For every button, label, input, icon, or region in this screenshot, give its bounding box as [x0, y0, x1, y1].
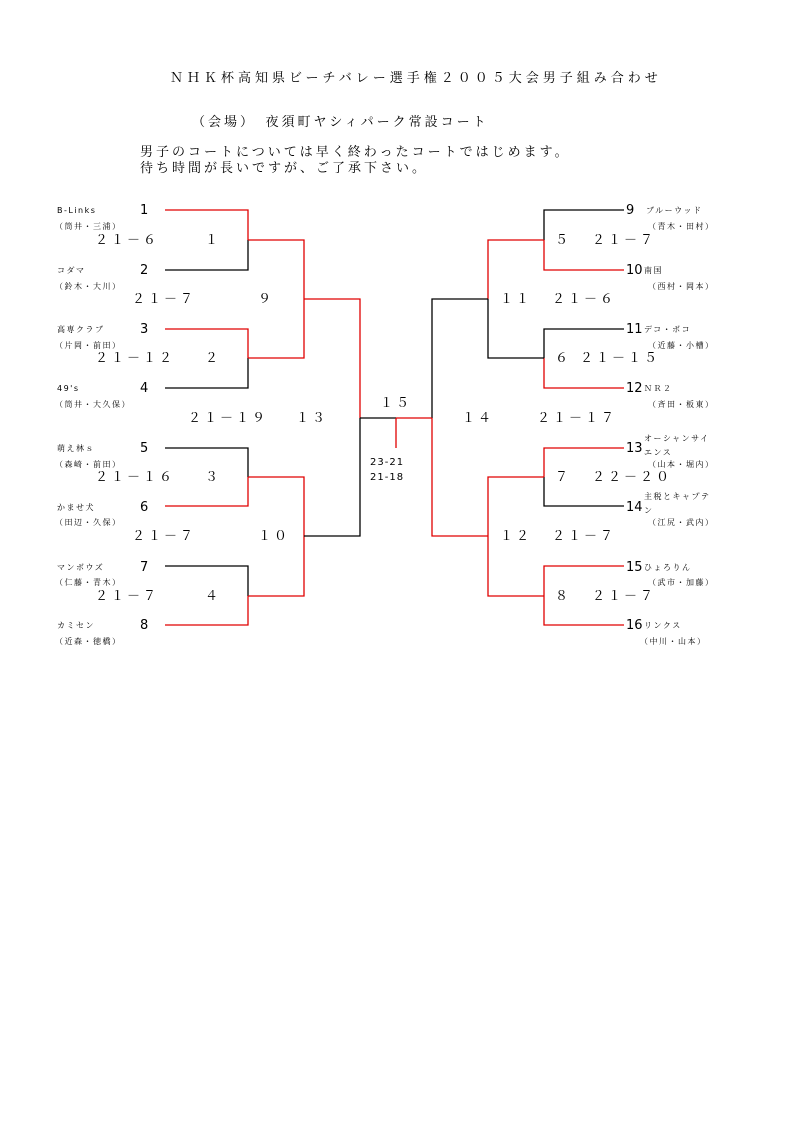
team-name: オーシャンサイエンス [644, 434, 710, 457]
team-name: 主税とキャプテン [644, 492, 711, 515]
match-game-number: １４ [462, 411, 495, 426]
team-seed: 16 [626, 618, 643, 633]
team-seed: 13 [626, 441, 643, 456]
match-game-number: ７ [555, 470, 572, 485]
team-name: かませ犬 [57, 503, 95, 512]
match-game-number: １ [205, 233, 222, 248]
line-m7-to-m12 [488, 477, 544, 536]
match-game-number: ４ [205, 589, 222, 604]
team-name: リンクス [644, 621, 682, 630]
match-game-number: ３ [205, 470, 222, 485]
team-seed: 14 [626, 500, 643, 515]
team-players: （斉田・板東） [648, 400, 715, 409]
line-m8-to-m12 [488, 536, 544, 596]
team-name: ひょろりん [644, 563, 692, 572]
line-m5-to-m11 [488, 240, 544, 299]
match-game-number: ８ [555, 589, 572, 604]
team-players: （仁藤・青木） [55, 578, 122, 587]
note-line-2: 待ち時間が長いですが、ご了承下さい。 [140, 161, 429, 176]
team-players: （江尻・武内） [648, 518, 715, 527]
team-players: （片岡・前田） [55, 341, 122, 350]
match-game-number: ２ [205, 351, 222, 366]
team-seed: 8 [140, 618, 149, 633]
team-name: 高専クラブ [57, 325, 105, 334]
team-name: B-Links [57, 206, 97, 215]
final-game-number: １５ [380, 396, 413, 411]
match-score: ２１－６ [95, 233, 160, 248]
note-line-1: 男子のコートについては早く終わったコートではじめます。 [140, 145, 571, 160]
team-seed: 5 [140, 441, 149, 456]
team-seed: 12 [626, 381, 643, 396]
line-m4-to-m10 [248, 536, 304, 596]
team-name: 南国 [644, 266, 663, 275]
team-players: （鈴木・大川） [55, 282, 122, 291]
team-players: （近藤・小槽） [648, 341, 715, 350]
match-score: ２１－７ [592, 233, 657, 248]
match-score: ２１－７ [132, 529, 197, 544]
team-name: ブルーウッド [646, 206, 703, 215]
line-m3-to-m10 [248, 477, 304, 536]
team-name: 49's [57, 384, 80, 393]
match-score: ２１－１５ [580, 351, 661, 366]
team-name: コダマ [57, 266, 86, 275]
match-game-number: １３ [296, 411, 329, 426]
team-seed: 1 [140, 203, 149, 218]
team-seed: 3 [140, 322, 149, 337]
match-score: ２１－６ [552, 292, 617, 307]
team-players: （筒井・三浦） [55, 222, 122, 231]
match-game-number: １１ [500, 292, 533, 307]
team-seed: 15 [626, 560, 643, 575]
team-name: ＮＲ２ [644, 384, 673, 393]
page-title: ＮＨＫ杯高知県ビーチバレー選手権２００５大会男子組み合わせ [170, 71, 662, 86]
team-players: （近森・徳橋） [55, 637, 122, 646]
line-m10-to-m13 [304, 418, 360, 536]
team-seed: 2 [140, 263, 149, 278]
line-m2-to-m9 [248, 299, 304, 358]
match-game-number: ９ [258, 292, 275, 307]
team-name: マンボウズ [57, 563, 105, 572]
match-score: ２２－２０ [592, 470, 673, 485]
match-score: ２１－７ [552, 529, 617, 544]
team-name: デコ・ボコ [644, 325, 692, 334]
team-seed: 11 [626, 322, 643, 337]
match-game-number: ５ [555, 233, 572, 248]
team-players: （武市・加藤） [648, 578, 715, 587]
team-players: （山本・堀内） [648, 460, 715, 469]
team-players: （西村・岡本） [648, 282, 715, 291]
line-m9-to-m13 [304, 299, 360, 418]
line-m12-to-m14 [432, 418, 488, 536]
match-game-number: １０ [258, 529, 291, 544]
team-seed: 6 [140, 500, 149, 515]
line-m11-to-m14 [432, 299, 488, 418]
team-seed: 10 [626, 263, 643, 278]
team-seed: 9 [626, 203, 635, 218]
match-score: ２１－７ [592, 589, 657, 604]
team-players: （中川・山本） [640, 637, 707, 646]
match-score: ２１－７ [132, 292, 197, 307]
final-set-1: 23-21 [370, 457, 405, 468]
team-players: （青木・田村） [648, 222, 715, 231]
team-players: （筒井・大久保） [55, 400, 131, 409]
venue: （会場） 夜須町ヤシィパーク常設コート [192, 115, 489, 130]
team-players: （田辺・久保） [55, 518, 122, 527]
match-score: ２１－７ [95, 589, 160, 604]
match-score: ２１－１７ [537, 411, 618, 426]
line-m6-to-m11 [488, 299, 544, 358]
match-game-number: １２ [500, 529, 533, 544]
team-seed: 7 [140, 560, 149, 575]
team-seed: 4 [140, 381, 149, 396]
match-score: ２１－１６ [95, 470, 176, 485]
match-score: ２１－１２ [95, 351, 176, 366]
match-score: ２１－１９ [188, 411, 269, 426]
final-set-2: 21-18 [370, 472, 405, 483]
team-name: 萌え林ｓ [57, 444, 95, 453]
match-game-number: ６ [555, 351, 572, 366]
team-players: （森崎・前田） [55, 460, 122, 469]
line-m1-to-m9 [248, 240, 304, 299]
team-name: カミセン [57, 621, 95, 630]
